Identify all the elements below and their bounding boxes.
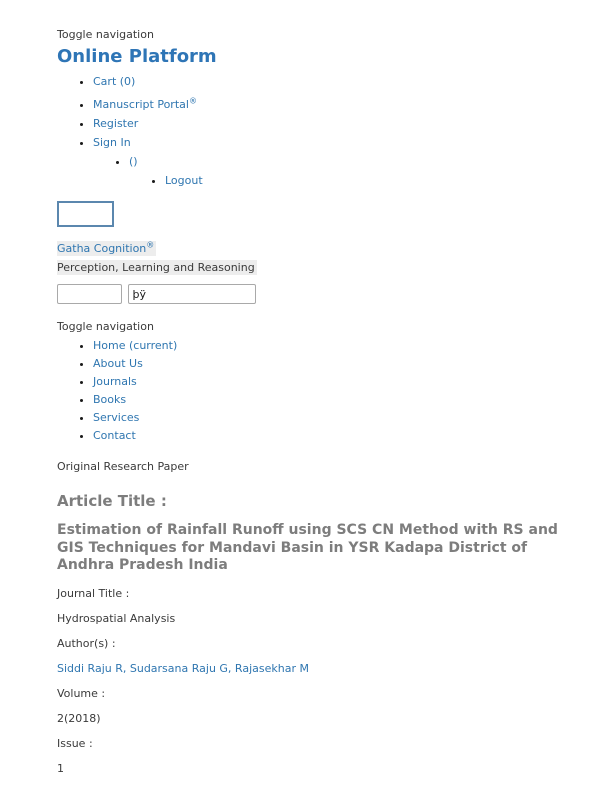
books-link[interactable]: Books [93, 393, 127, 407]
user-group-link[interactable]: () [129, 154, 138, 168]
journal-title-label: Journal Title : [57, 586, 130, 600]
menu-item-manuscript-portal [93, 94, 570, 111]
site-tagline: Perception, Learning and Reasoning [57, 261, 255, 275]
site-name-link[interactable] [57, 241, 156, 256]
article-title: Estimation of Rainfall Runoff using SCS CN Method with RS and GIS Techniques for Mandavi Basin in YSR Kadapa District of Andhra Pradesh India [57, 522, 558, 574]
about-us-link[interactable]: About Us [93, 357, 143, 371]
authors-value [57, 662, 570, 675]
user-submenu [93, 155, 570, 187]
sign-in-link[interactable]: Sign In [93, 135, 131, 149]
site-name-line [57, 239, 570, 257]
issue-label: Issue : [57, 736, 93, 750]
user-submenu-inner [129, 174, 570, 187]
logout-link[interactable]: Logout [165, 173, 203, 187]
home-link[interactable]: Home (current) [93, 339, 178, 353]
menu-item-register [93, 117, 570, 130]
brand-heading[interactable]: Online Platform [57, 46, 217, 67]
manuscript-portal-label: Manuscript Portal [93, 97, 189, 111]
services-link[interactable]: Services [93, 411, 140, 425]
menu-item-home [93, 339, 570, 352]
authors-link[interactable]: Siddi Raju R, Sudarsana Raju G, Rajasekhar M [57, 661, 309, 675]
menu-item-user-group [129, 155, 570, 187]
volume-label: Volume : [57, 686, 106, 700]
menu-item-services [93, 411, 570, 424]
site-name-label: Gatha Cognition [57, 242, 147, 256]
menu-item-logout [165, 174, 570, 187]
journals-link[interactable]: Journals [93, 375, 137, 389]
authors-label: Author(s) : [57, 636, 116, 650]
search-input-small[interactable] [57, 284, 122, 304]
volume-value: 2(2018) [57, 711, 101, 725]
search-row [57, 284, 570, 304]
menu-item-contact [93, 429, 570, 442]
search-input-large[interactable] [128, 284, 256, 304]
mainnav-toggle-button[interactable]: Toggle navigation [57, 320, 154, 334]
menu-item-sign-in [93, 136, 570, 187]
contact-link[interactable]: Contact [93, 429, 136, 443]
paper-type-label: Original Research Paper [57, 460, 189, 474]
menu-item-journals [93, 375, 570, 388]
menu-item-cart [93, 75, 570, 88]
journal-title-value: Hydrospatial Analysis [57, 611, 176, 625]
menu-item-books [93, 393, 570, 406]
registered-mark: ® [146, 240, 155, 250]
menu-item-about-us [93, 357, 570, 370]
tagline-line [57, 261, 570, 275]
registered-mark: ® [188, 96, 197, 105]
issue-value: 1 [57, 761, 64, 775]
register-link[interactable]: Register [93, 116, 139, 130]
main-menu [57, 339, 570, 442]
site-logo-placeholder[interactable] [57, 201, 114, 227]
topnav-toggle-button[interactable]: Toggle navigation [57, 28, 154, 41]
manuscript-portal-link[interactable] [93, 98, 197, 111]
article-title-label: Article Title : [57, 492, 167, 511]
cart-link[interactable]: Cart (0) [93, 75, 136, 88]
topnav-menu [57, 75, 570, 187]
